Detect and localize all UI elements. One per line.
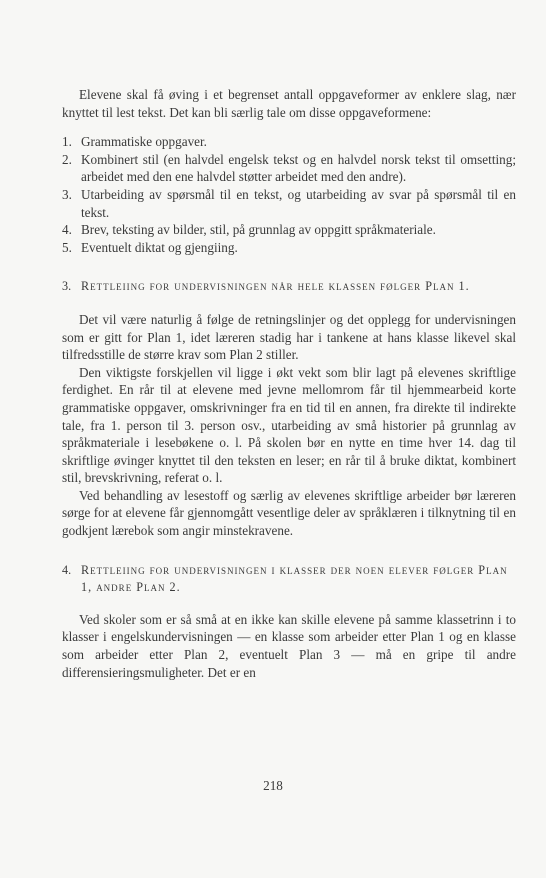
list-item-text: Grammatiske oppgaver. — [81, 134, 207, 150]
page-body — [62, 86, 516, 681]
page-number: 218 — [263, 778, 283, 793]
section-3-paragraph-3: Ved behandling av lesestoff og særlig av elevenes skriftlige arbeider bør læreren sørge for at elevene får gjennomgått vesentlige deler av språklæren i tilknytning til en godkjent lærebok som angir minstekravene. — [62, 487, 516, 539]
section-3-paragraph-1: Det vil være naturlig å følge de retningslinjer og det opplegg for undervisningen som er gitt for Plan 1, idet læreren stadig har i tankene at hans klasse likevel skal tilfredsstille de større krav som Plan 2 stiller. — [62, 311, 516, 363]
section-3-paragraph-2: Den viktigste forskjellen vil ligge i økt vekt som blir lagt på elevenes skriftlige ferdighet. En rår til at elevene med jevne mellomrom får til hjemmearbeid korte grammatiske oppgaver, omskrivninger fra en tid til en annen, fra direkte til indirekte tale, fra 1. person til 3. person osv., utarbeiding av små historier på grunnlag av språkmateriale i lesebøkene o. l. På skolen bør en nytte en time hver 14. dag til skriftlige øvinger knyttet til den teksten en leser; en rår til å bruke diktat, kombinert stil, brevskrivning, referat o. l. — [62, 364, 516, 486]
section-4-number: 4. — [62, 562, 72, 577]
list-item-number: 2. — [62, 151, 72, 167]
list-item — [62, 239, 516, 257]
list-item — [62, 186, 516, 221]
section-4-title: Rettleiing for undervisningen i klasser der noen elever følger Plan 1, andre Plan 2. — [81, 562, 508, 595]
section-4-heading — [62, 562, 516, 597]
list-item-text: Eventuelt diktat og gjengiing. — [81, 239, 238, 255]
section-3-heading — [62, 278, 516, 296]
list-item-text: Utarbeiding av spørsmål til en tekst, og utarbeiding av svar på spørsmål til en tekst. — [81, 186, 516, 220]
list-item-number: 5. — [62, 239, 72, 255]
list-item-text: Brev, teksting av bilder, stil, på grunnlag av oppgitt språkmateriale. — [81, 222, 436, 238]
intro-paragraph: Elevene skal få øving i et begrenset antall oppgaveformer av enklere slag, nær knyttet til lest tekst. Det kan bli særlig tale om disse oppgaveformene: — [62, 87, 516, 120]
section-4-paragraph-1: Ved skoler som er så små at en ikke kan skille elevene på samme klassetrinn i to klasser i engelskundervisningen — en klasse som arbeider etter Plan 1 og en klasse som arbeider etter Plan 2, eventuelt Plan 3 — må en gripe til andre differensieringsmuligheter. Det er en — [62, 611, 516, 680]
list-item-number: 1. — [62, 134, 72, 150]
list-item — [62, 221, 516, 239]
section-3-title: Rettleiing for undervisningen når hele klassen følger Plan 1. — [81, 279, 470, 294]
list-item-number: 4. — [62, 222, 72, 238]
list-item — [62, 133, 516, 151]
exercise-type-list — [62, 133, 516, 256]
list-item — [62, 151, 516, 186]
section-3-number: 3. — [62, 279, 72, 294]
list-item-number: 3. — [62, 186, 72, 202]
list-item-text: Kombinert stil (en halvdel engelsk tekst og en halvdel norsk tekst til omsetting; arbeidet med den ene halvdel støtter arbeidet med den andre). — [81, 151, 516, 185]
